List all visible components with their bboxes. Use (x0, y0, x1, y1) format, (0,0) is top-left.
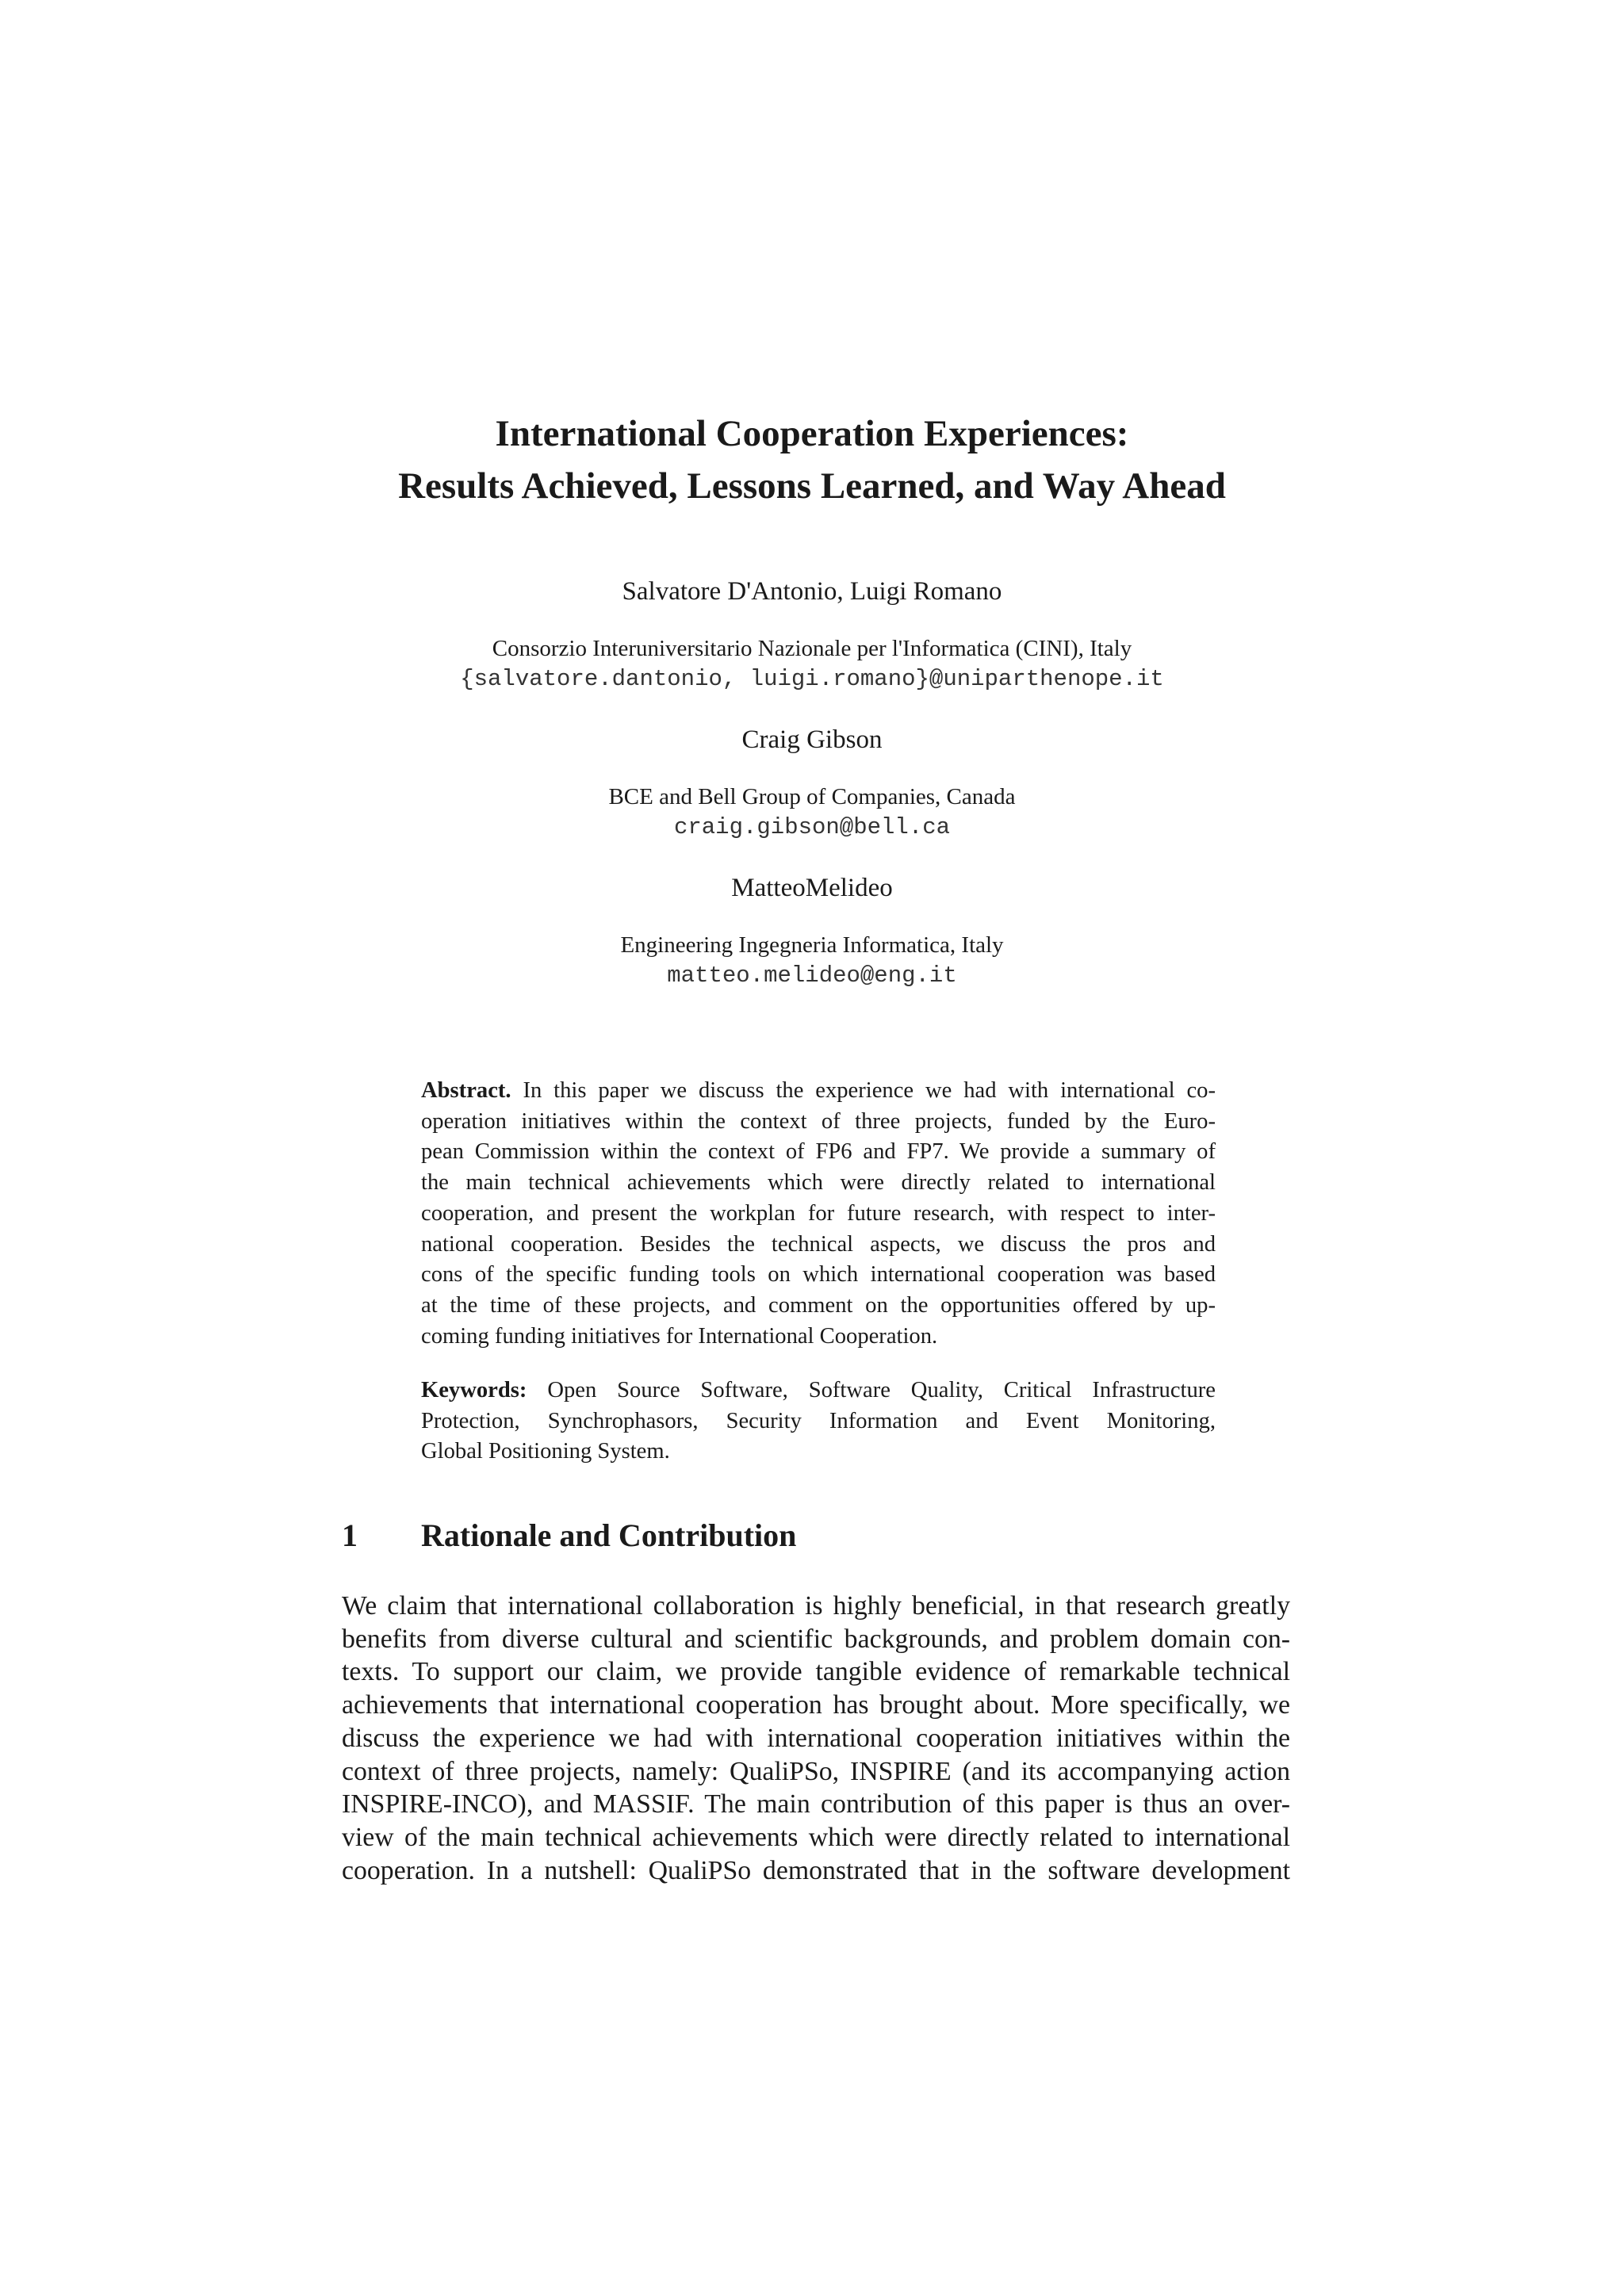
keywords (421, 1376, 1216, 1468)
author-names-2: Craig Gibson (741, 725, 883, 754)
abstract-line: coming funding initiatives for International Cooperation. (421, 1323, 938, 1349)
author-affiliation-1: Consorzio Interuniversitario Nazionale per l'Informatica (CINI), Italy (492, 636, 1132, 661)
paper-title-line-2: Results Achieved, Lessons Learned, and Way Ahead (398, 465, 1226, 507)
paragraph-line: INSPIRE-INCO), and MASSIF. The main contribution of this paper is thus an over- (342, 1789, 1290, 1820)
abstract-line: cooperation, and present the workplan for future research, with respect to inter- (421, 1200, 1216, 1226)
section-heading (342, 1516, 796, 1556)
keywords-line: Keywords: Open Source Software, Software Quality, Critical Infrastructure (421, 1378, 1216, 1402)
keywords-line: Global Positioning System. (421, 1439, 670, 1464)
paragraph-line: texts. To support our claim, we provide tangible evidence of remarkable technical (342, 1657, 1290, 1687)
author-email-2: craig.gibson@bell.ca (673, 814, 951, 840)
abstract-line: cons of the specific funding tools on which international cooperation was based (421, 1262, 1216, 1288)
paragraph-line: We claim that international collaboration is highly beneficial, in that research greatly (342, 1591, 1290, 1621)
abstract (421, 1076, 1216, 1352)
author-affiliation-3: Engineering Ingegneria Informatica, Italy (620, 932, 1004, 958)
abstract-line: at the time of these projects, and comment on the opportunities offered by up- (421, 1292, 1216, 1318)
abstract-line: operation initiatives within the context of three projects, funded by the Euro- (421, 1108, 1216, 1134)
author-names-3: MatteoMelideo (731, 874, 893, 902)
keywords-label: Keywords: (421, 1378, 527, 1402)
paragraph-line: context of three projects, namely: QualiPSo, INSPIRE (and its accompanying action (342, 1756, 1290, 1786)
paper-title-line-1: International Cooperation Experiences: (495, 413, 1129, 454)
abstract-line: national cooperation. Besides the technical aspects, we discuss the pros and (421, 1231, 1216, 1257)
paragraph-line: achievements that international cooperation has brought about. More specifically, we (342, 1690, 1290, 1720)
abstract-label: Abstract. (421, 1078, 511, 1103)
section-paragraph (342, 1590, 1290, 1887)
section-number: 1 (342, 1517, 358, 1553)
paragraph-line: benefits from diverse cultural and scientific backgrounds, and problem domain con- (342, 1624, 1290, 1654)
keywords-line: Protection, Synchrophasors, Security Information and Event Monitoring, (421, 1408, 1216, 1433)
abstract-line: the main technical achievements which were directly related to international (421, 1170, 1216, 1196)
paragraph-line: view of the main technical achievements which were directly related to international (342, 1822, 1290, 1852)
abstract-line: Abstract. In this paper we discuss the experience we had with international co- (421, 1078, 1216, 1103)
section-title: Rationale and Contribution (421, 1517, 797, 1553)
paragraph-line: cooperation. In a nutshell: QualiPSo demonstrated that in the software development (342, 1855, 1290, 1885)
abstract-line: pean Commission within the context of FP6 and FP7. We provide a summary of (421, 1139, 1216, 1165)
paragraph-line: discuss the experience we had with international cooperation initiatives within the (342, 1723, 1290, 1753)
author-names-1: Salvatore D'Antonio, Luigi Romano (622, 577, 1002, 606)
author-email-1: {salvatore.dantonio, luigi.romano}@uniparthenope.it (460, 666, 1164, 692)
author-email-3: matteo.melideo@eng.it (667, 962, 957, 989)
author-affiliation-2: BCE and Bell Group of Companies, Canada (608, 784, 1016, 809)
